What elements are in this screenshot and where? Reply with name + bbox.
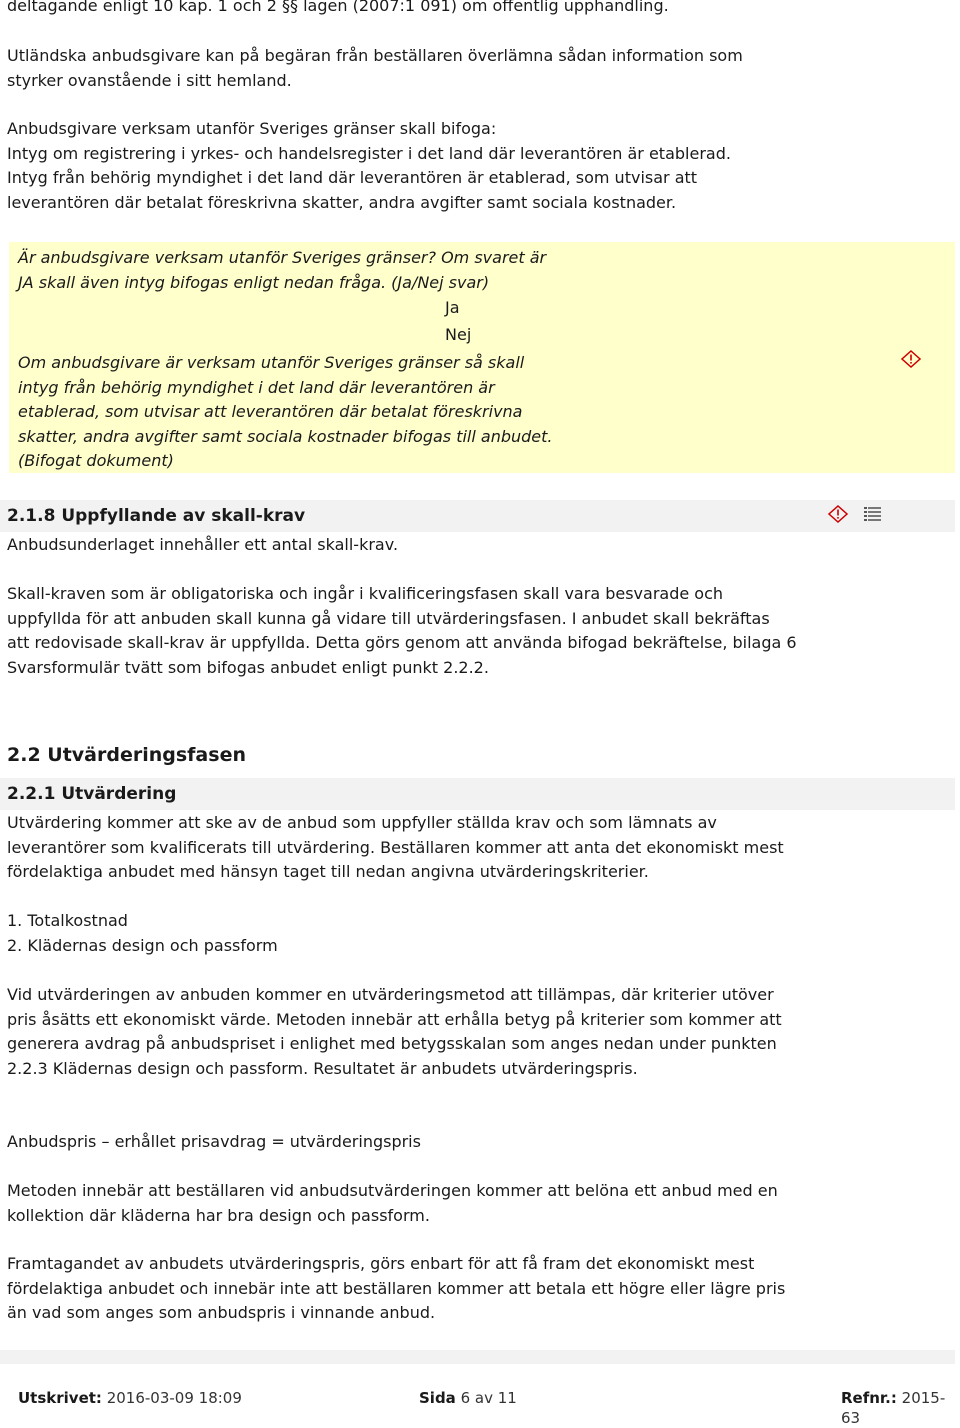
footer-divider [0,1350,955,1364]
outside-requirements [7,117,797,215]
footer-printed-value: 2016-03-09 18:09 [106,1389,242,1407]
section-heading-221: 2.2.1 Utvärdering [7,784,177,804]
outside-item-1: Intyg om registrering i yrkes- och handelsregister i det land där leverantören är etablerad. [7,143,731,163]
formula: Anbudspris – erhållet prisavdrag = utvärderingspris [7,1132,421,1151]
question-box [9,242,955,473]
attachment-question: Om anbudsgivare är verksam utanför Sveriges gränser så skall intyg från behörig myndighet i det land där leverantören är etablerad, som utvisar att leverantören där betalat föreskrivna skatter, andra avgifter samt sociala kostnader bifogas till anbudet. (Bifogat dokument) [18,353,553,470]
option-no[interactable]: Nej [445,325,472,344]
section-heading-22: 2.2 Utvärderingsfasen [7,744,246,766]
foreign-bidder-text: Utländska anbudsgivare kan på begäran från beställaren överlämna sådan information som styrker ovanstående i sitt hemland. [7,46,743,90]
list-icon[interactable] [864,506,882,524]
footer-ref [841,1388,960,1428]
intro-line: deltagande enligt 10 kap. 1 och 2 §§ lagen (2007:1 091) om offentlig upphandling. [7,0,669,15]
paragraph: Framtagandet av anbudets utvärderingspris, görs enbart för att få fram det ekonomiskt mest fördelaktiga anbudet och innebär inte att beställaren kommer att betala ett högre eller lägre pris än vad som anges som anbudspris i vinnande anbud. [7,1254,786,1322]
outside-lead: Anbudsgivare verksam utanför Sveriges gränser skall bifoga: [7,119,497,138]
warning-icon[interactable] [828,505,848,523]
option-yes[interactable]: Ja [445,298,460,317]
footer-page-value: 6 av 11 [460,1389,517,1407]
outside-item-2: Intyg från behörig myndighet i det land där leverantören är etablerad, som utvisar att leverantören där betalat föreskrivna skatter, andra avgifter samt sociala kostnader. [7,168,698,212]
list-item: 2. Klädernas design och passform [7,935,278,955]
paragraph: Vid utvärderingen av anbuden kommer en utvärderingsmetod att tillämpas, där kriterier utöver pris åsätts ett ekonomiskt värde. Metoden innebär att erhålla betyg på kriterier som kommer att generera avdrag på anbudspriset i enlighet med betygsskalan som anges nedan under punkten 2.2.3 Klädernas design och passform. Resultatet är anbudets utvärderingspris. [7,985,782,1078]
section-heading-218: 2.1.8 Uppfyllande av skall-krav [7,506,306,526]
paragraph: Metoden innebär att beställaren vid anbudsutvärderingen kommer att belöna ett anbud med en kollektion där kläderna har bra design och passform. [7,1181,778,1225]
footer-printed-label: Utskrivet: [18,1389,102,1407]
warning-icon [901,350,921,368]
paragraph: Utvärdering kommer att ske av de anbud som uppfyller ställda krav och som lämnats av leverantörer som kvalificerats till utvärdering. Beställaren kommer att anta det ekonomiskt mest fördelaktiga anbudet med hänsyn taget till nedan angivna utvärderingskriterier. [7,813,784,881]
criteria-list [7,909,797,958]
question-text: Är anbudsgivare verksam utanför Sveriges gränser? Om svaret är JA skall även intyg bifogas enligt nedan fråga. (Ja/Nej svar) [18,248,547,292]
paragraph: Anbudsunderlaget innehåller ett antal skall-krav. [7,535,399,554]
list-item: 1. Totalkostnad [7,911,128,930]
footer-page [419,1388,517,1408]
footer-printed [18,1388,242,1408]
paragraph: Skall-kraven som är obligatoriska och ingår i kvalificeringsfasen skall vara besvarade och uppfyllda för att anbuden skall kunna gå vidare till utvärderingsfasen. I anbudet skall bekräftas att redovisade skall-krav är uppfyllda. Detta görs genom att använda bifogad bekräftelse, bilaga 6 Svarsformulär tvätt som bifogas anbudet enligt punkt 2.2.2. [7,584,797,677]
footer-ref-value: 2015-63 [841,1389,946,1427]
footer-ref-label: Refnr.: [841,1389,897,1407]
footer-page-label: Sida [419,1389,456,1407]
